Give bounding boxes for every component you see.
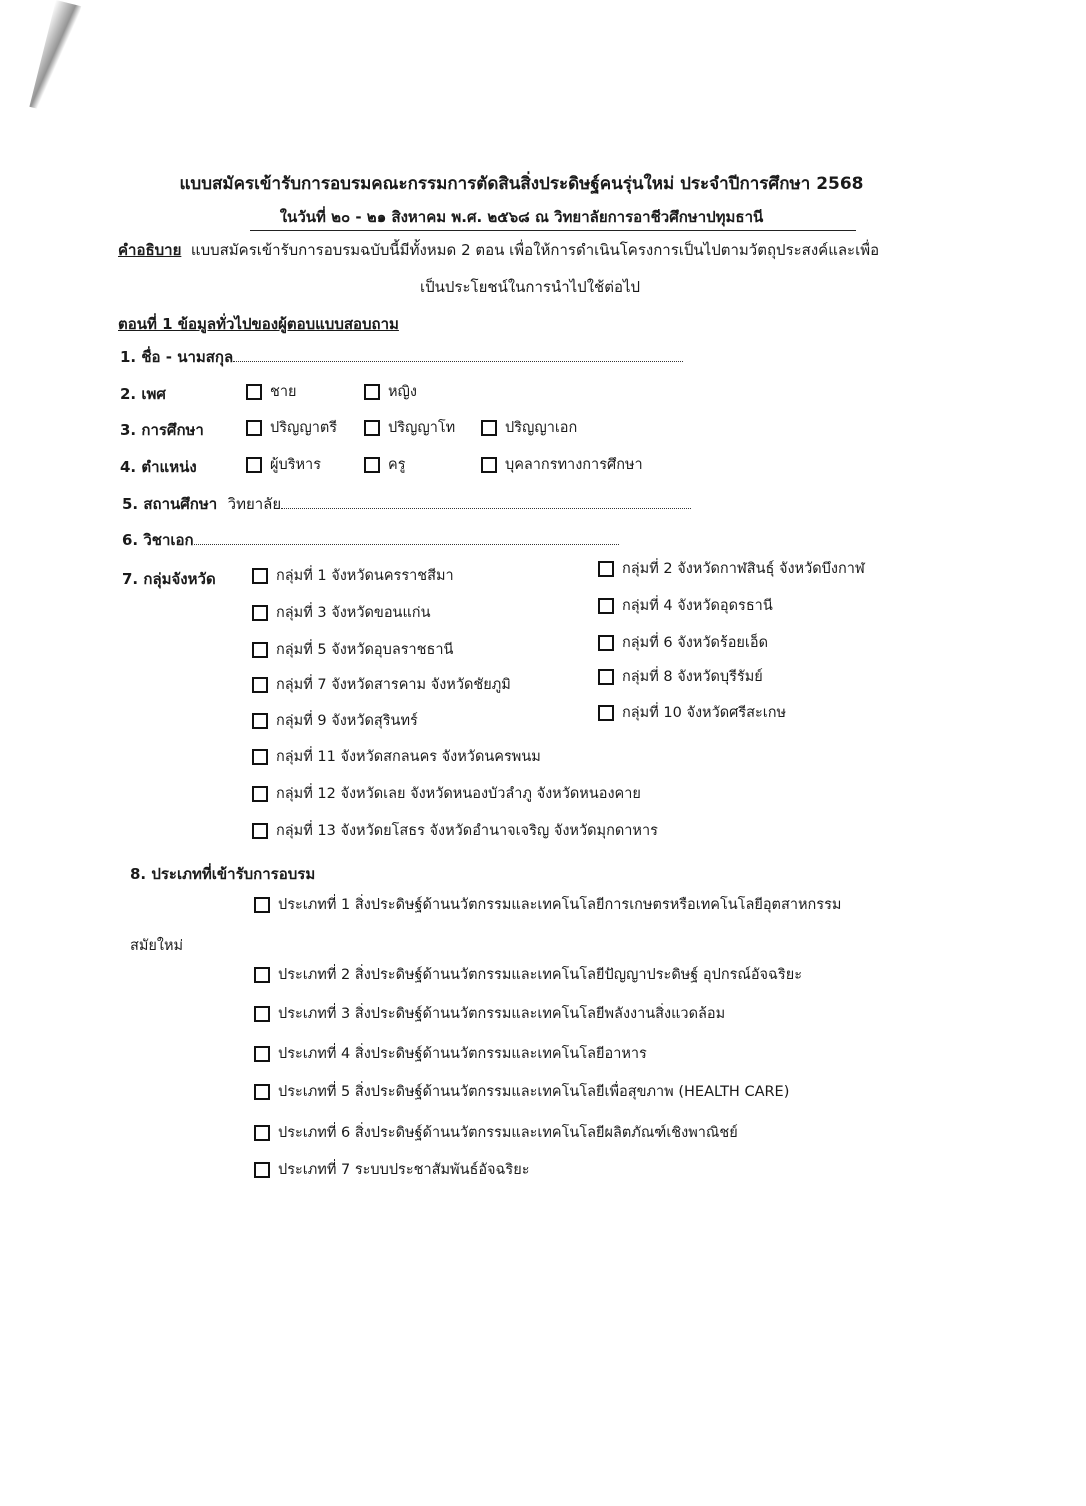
training-type-7-checkbox[interactable] [254,1162,270,1178]
description-text-2: เป็นประโยชน์ในการนำไปใช้ต่อไป [420,278,641,296]
position-option-executive[interactable]: ผู้บริหาร [246,453,321,476]
major-input-line[interactable] [194,530,619,545]
province-group-7-checkbox[interactable] [252,677,268,693]
training-type-4[interactable]: ประเภทที่ 4 สิ่งประดิษฐ์ด้านนวัตกรรมและเทคโนโลยีอาหาร [254,1042,647,1065]
province-group-2-checkbox[interactable] [598,561,614,577]
province-group-12[interactable]: กลุ่มที่ 12 จังหวัดเลย จังหวัดหนองบัวลำภู จังหวัดหนองคาย [252,782,641,805]
training-type-2-checkbox[interactable] [254,967,270,983]
province-group-7[interactable]: กลุ่มที่ 7 จังหวัดสารคาม จังหวัดชัยภูมิ [252,673,511,696]
education-option-doctorate[interactable]: ปริญญาเอก [481,416,577,439]
province-group-5[interactable]: กลุ่มที่ 5 จังหวัดอุบลราชธานี [252,638,453,661]
gender-male-checkbox[interactable] [246,384,262,400]
province-group-2[interactable]: กลุ่มที่ 2 จังหวัดกาฬสินธุ์ จังหวัดบึงกาฬ [598,557,865,580]
section-1-heading: ตอนที่ 1 ข้อมูลทั่วไปของผู้ตอบแบบสอบถาม [118,315,399,333]
training-type-6[interactable]: ประเภทที่ 6 สิ่งประดิษฐ์ด้านนวัตกรรมและเทคโนโลยีผลิตภัณฑ์เชิงพาณิชย์ [254,1121,738,1144]
training-type-5[interactable]: ประเภทที่ 5 สิ่งประดิษฐ์ด้านนวัตกรรมและเทคโนโลยีเพื่อสุขภาพ (HEALTH CARE) [254,1080,789,1103]
education-master-checkbox[interactable] [364,420,380,436]
province-group-1-checkbox[interactable] [252,568,268,584]
province-group-10-checkbox[interactable] [598,705,614,721]
q1-label: 1. ชื่อ - นามสกุล [120,348,234,366]
province-group-13-checkbox[interactable] [252,823,268,839]
province-group-11[interactable]: กลุ่มที่ 11 จังหวัดสกลนคร จังหวัดนครพนม [252,745,541,768]
province-group-1[interactable]: กลุ่มที่ 1 จังหวัดนครราชสีมา [252,564,454,587]
description-text-1: แบบสมัครเข้ารับการอบรมฉบับนี้มีทั้งหมด 2 ตอน เพื่อให้การดำเนินโครงการเป็นไปตามวัตถุประสงค์และเพื่อ [190,241,880,259]
q6-label: 6. วิชาเอก [122,531,194,549]
province-group-12-checkbox[interactable] [252,786,268,802]
scan-edge-shadow [29,0,81,113]
description-line-1 [118,238,879,262]
name-input-line[interactable] [233,347,683,362]
q7-label: 7. กลุ่มจังหวัด [122,570,216,588]
province-group-9[interactable]: กลุ่มที่ 9 จังหวัดสุรินทร์ [252,709,418,732]
training-type-1[interactable]: ประเภทที่ 1 สิ่งประดิษฐ์ด้านนวัตกรรมและเทคโนโลยีการเกษตรหรือเทคโนโลยีอุตสาหกรรม [254,893,841,916]
position-option-teacher[interactable]: ครู [364,453,406,476]
province-group-11-checkbox[interactable] [252,749,268,765]
position-staff-checkbox[interactable] [481,457,497,473]
gender-option-female[interactable]: หญิง [364,380,417,403]
province-group-5-checkbox[interactable] [252,642,268,658]
training-type-7[interactable]: ประเภทที่ 7 ระบบประชาสัมพันธ์อัจฉริยะ [254,1158,529,1181]
description-label: คำอธิบาย [118,241,182,259]
q6-row [122,528,619,552]
province-group-3[interactable]: กลุ่มที่ 3 จังหวัดขอนแก่น [252,601,431,624]
training-type-1-checkbox[interactable] [254,897,270,913]
position-option-staff[interactable]: บุคลากรทางการศึกษา [481,453,643,476]
q4-label: 4. ตำแหน่ง [120,458,197,476]
province-group-6-checkbox[interactable] [598,635,614,651]
province-group-4[interactable]: กลุ่มที่ 4 จังหวัดอุดรธานี [598,594,773,617]
province-group-10[interactable]: กลุ่มที่ 10 จังหวัดศรีสะเกษ [598,701,786,724]
training-type-3[interactable]: ประเภทที่ 3 สิ่งประดิษฐ์ด้านนวัตกรรมและเทคโนโลยีพลังงานสิ่งแวดล้อม [254,1002,725,1025]
q1-name-row [120,345,683,369]
province-group-6[interactable]: กลุ่มที่ 6 จังหวัดร้อยเอ็ด [598,631,768,654]
education-doctorate-checkbox[interactable] [481,420,497,436]
form-subtitle: ในวันที่ ๒๐ - ๒๑ สิงหาคม พ.ศ. ๒๕๖๘ ณ วิทยาลัยการอาชีวศึกษาปทุมธานี [279,208,764,226]
province-group-13[interactable]: กลุ่มที่ 13 จังหวัดยโสธร จังหวัดอำนาจเจริญ จังหวัดมุกดาหาร [252,819,658,842]
q5-row [122,492,691,516]
education-option-bachelor[interactable]: ปริญญาตรี [246,416,337,439]
title-divider [250,230,856,231]
province-group-9-checkbox[interactable] [252,713,268,729]
training-type-5-checkbox[interactable] [254,1084,270,1100]
province-group-3-checkbox[interactable] [252,605,268,621]
q5-label: 5. สถานศึกษา [122,495,218,513]
training-type-4-checkbox[interactable] [254,1046,270,1062]
training-type-3-checkbox[interactable] [254,1006,270,1022]
province-group-8-checkbox[interactable] [598,669,614,685]
gender-female-checkbox[interactable] [364,384,380,400]
training-type-6-checkbox[interactable] [254,1125,270,1141]
province-group-4-checkbox[interactable] [598,598,614,614]
position-executive-checkbox[interactable] [246,457,262,473]
education-bachelor-checkbox[interactable] [246,420,262,436]
form-title: แบบสมัครเข้ารับการอบรมคณะกรรมการตัดสินสิ่งประดิษฐ์คนรุ่นใหม่ ประจำปีการศึกษา 2568 [179,174,864,194]
position-teacher-checkbox[interactable] [364,457,380,473]
q3-label: 3. การศึกษา [120,421,204,439]
training-type-2[interactable]: ประเภทที่ 2 สิ่งประดิษฐ์ด้านนวัตกรรมและเทคโนโลยีปัญญาประดิษฐ์ อุปกรณ์อัจฉริยะ [254,963,802,986]
q2-label: 2. เพศ [120,385,166,403]
training-type-1-continued: สมัยใหม่ [130,938,184,954]
q5-prefix: วิทยาลัย [227,495,282,513]
q8-label: 8. ประเภทที่เข้ารับการอบรม [130,865,316,883]
province-group-8[interactable]: กลุ่มที่ 8 จังหวัดบุรีรัมย์ [598,665,763,688]
school-input-line[interactable] [281,494,691,509]
gender-option-male[interactable]: ชาย [246,380,296,403]
education-option-master[interactable]: ปริญญาโท [364,416,455,439]
